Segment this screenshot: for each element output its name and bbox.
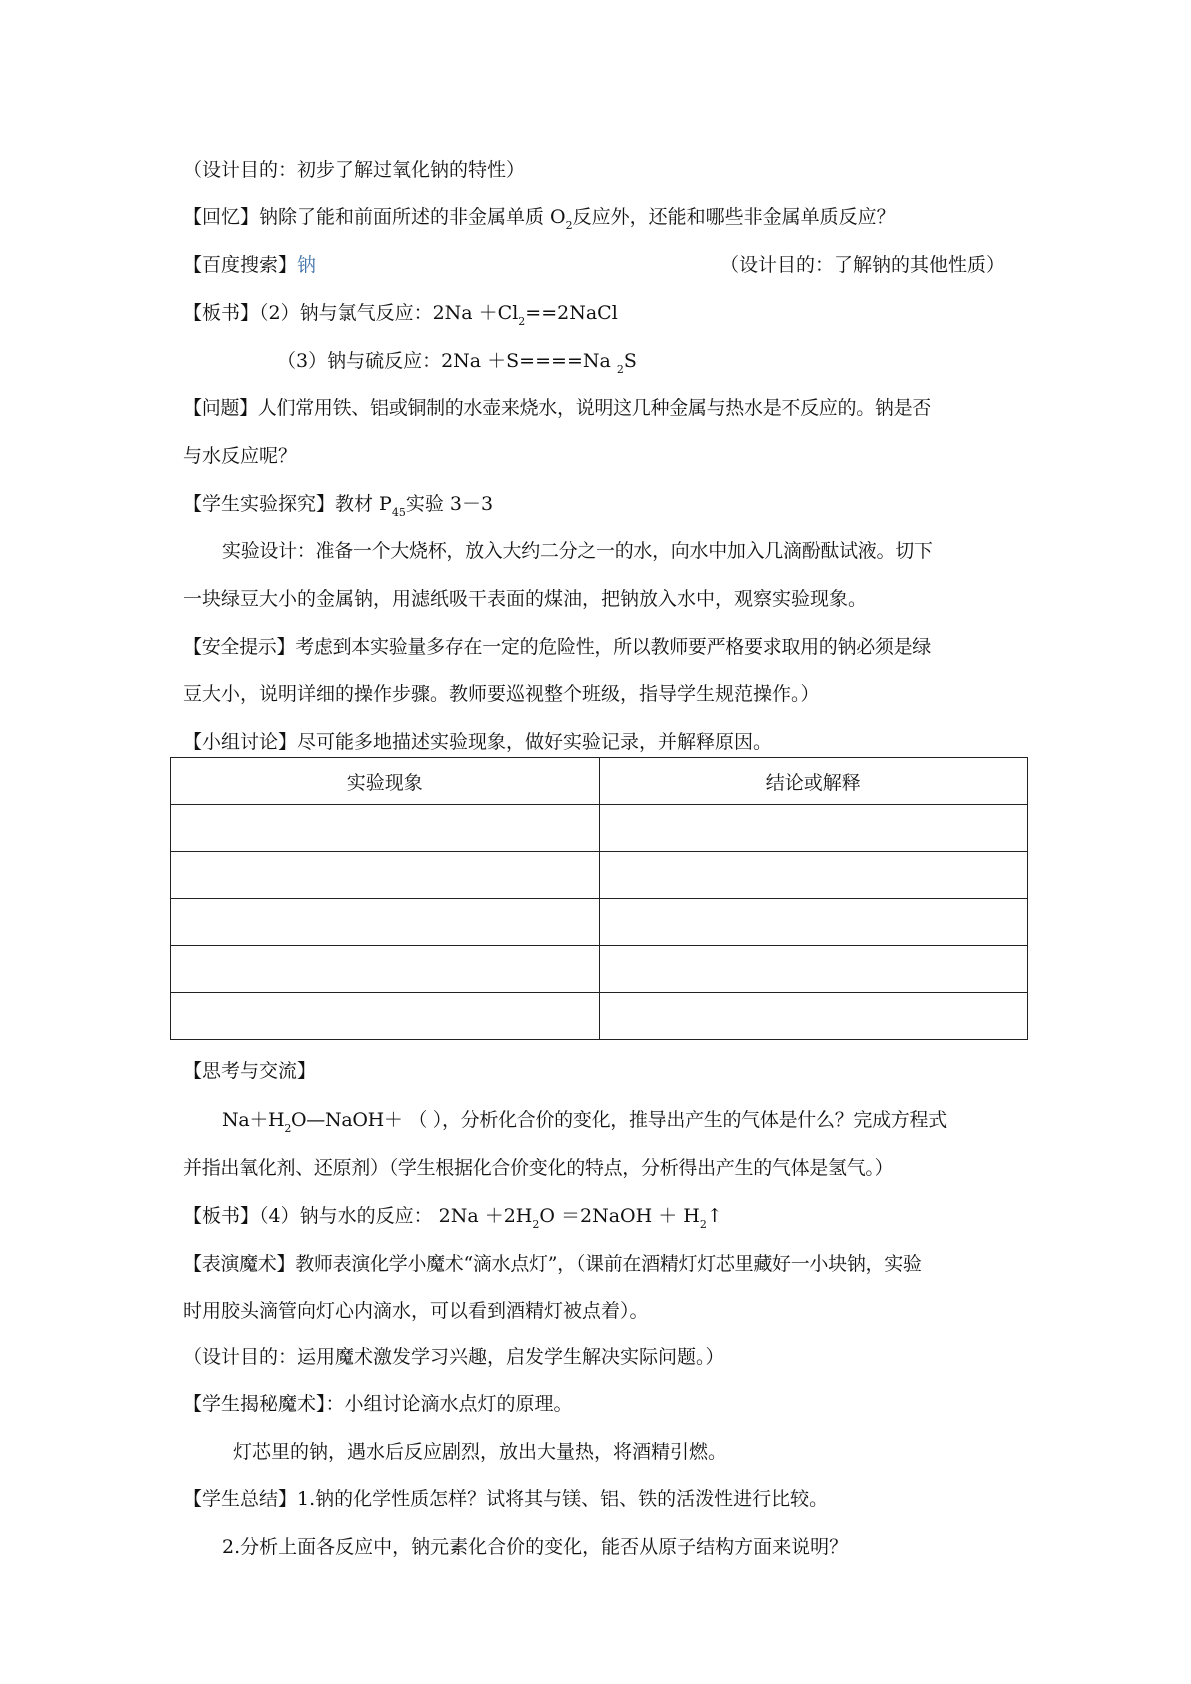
design-purpose-peroxide: （设计目的：初步了解过氧化钠的特性） bbox=[183, 159, 526, 181]
student-summary-1: 【学生总结】1.钠的化学性质怎样？试将其与镁、铝、铁的活泼性进行比较。 bbox=[183, 1488, 829, 1510]
table-cell[interactable] bbox=[171, 852, 600, 899]
magic-show-line-1: 【表演魔术】教师表演化学小魔术“滴水点灯”，（课前在酒精灯灯芯里藏好一小块钠，实验 bbox=[183, 1253, 922, 1275]
board-chlorine-reaction: 【板书】（2）钠与氯气反应：$2Na +Cl_2==2NaCl$ bbox=[183, 302, 618, 328]
board-water-reaction: 【板书】（4）钠与水的反应： $2Na +2H_2O$ ＝2NaOH ＋ $H_2↑$ bbox=[183, 1205, 723, 1231]
table-cell[interactable] bbox=[171, 899, 600, 946]
think-and-exchange: 【思考与交流】 bbox=[183, 1060, 317, 1082]
safety-tip-line-2: 豆大小，说明详细的操作步骤。教师要巡视整个班级，指导学生规范操作。） bbox=[183, 683, 820, 705]
design-purpose-other-properties: （设计目的：了解钠的其他性质） bbox=[720, 254, 1006, 276]
table-row bbox=[171, 805, 1028, 852]
table-cell[interactable] bbox=[171, 946, 600, 993]
student-experiment-heading: 【学生实验探究】教材 $P_{45}$实验 3－3 bbox=[183, 493, 494, 519]
experiment-design-line-1: 实验设计：准备一个大烧杯，放入大约二分之一的水，向水中加入几滴酚酞试液。切下 bbox=[222, 540, 933, 562]
student-summary-2: 2.分析上面各反应中，钠元素化合价的变化，能否从原子结构方面来说明？ bbox=[222, 1536, 849, 1558]
baidu-search-line: 【百度搜索】钠 bbox=[183, 254, 317, 276]
baidu-search-link[interactable]: 钠 bbox=[297, 254, 317, 276]
question-line-1: 【问题】人们常用铁、铝或铜制的水壶来烧水，说明这几种金属与热水是不反应的。钠是否 bbox=[183, 397, 932, 419]
reveal-magic-explanation: 灯芯里的钠，遇水后反应剧烈，放出大量热，将酒精引燃。 bbox=[233, 1441, 728, 1463]
table-cell[interactable] bbox=[599, 805, 1028, 852]
table-header-row bbox=[171, 758, 1028, 805]
group-discussion: 【小组讨论】尽可能多地描述实验现象，做好实验记录，并解释原因。 bbox=[183, 731, 773, 753]
table-cell[interactable] bbox=[599, 899, 1028, 946]
table-cell[interactable] bbox=[171, 993, 600, 1040]
reaction-analysis-line-2: 并指出氧化剂、还原剂）（学生根据化合价变化的特点，分析得出产生的气体是氢气。） bbox=[183, 1157, 894, 1179]
board-sulfur-reaction: （3）钠与硫反应：2Na ＋S====Na $_2$S bbox=[277, 350, 637, 376]
table-cell[interactable] bbox=[599, 852, 1028, 899]
table-cell[interactable] bbox=[599, 993, 1028, 1040]
table-cell[interactable] bbox=[171, 805, 600, 852]
table-row bbox=[171, 946, 1028, 993]
experiment-record-table bbox=[170, 757, 1028, 1040]
magic-show-line-2: 时用胶头滴管向灯心内滴水，可以看到酒精灯被点着）。 bbox=[183, 1300, 649, 1322]
experiment-design-line-2: 一块绿豆大小的金属钠，用滤纸吸干表面的煤油，把钠放入水中，观察实验现象。 bbox=[183, 588, 868, 610]
table-row bbox=[171, 852, 1028, 899]
header-phenomenon: 实验现象 bbox=[171, 758, 600, 805]
header-conclusion: 结论或解释 bbox=[599, 758, 1028, 805]
reveal-magic-heading: 【学生揭秘魔术】：小组讨论滴水点灯的原理。 bbox=[183, 1393, 573, 1415]
recall-paragraph: 【回忆】钠除了能和前面所述的非金属单质 $O_2$反应外，还能和哪些非金属单质反应？ bbox=[183, 206, 896, 232]
design-purpose-magic: （设计目的：运用魔术激发学习兴趣，启发学生解决实际问题。） bbox=[183, 1346, 725, 1368]
table-cell[interactable] bbox=[599, 946, 1028, 993]
safety-tip-line-1: 【安全提示】考虑到本实验量多存在一定的危险性，所以教师要严格要求取用的钠必须是绿 bbox=[183, 636, 932, 658]
reaction-analysis-line-1: $Na+H_2O—NaOH+$ （ ），分析化合价的变化，推导出产生的气体是什么？完成方程式 bbox=[222, 1109, 947, 1135]
table-row bbox=[171, 899, 1028, 946]
question-line-2: 与水反应呢？ bbox=[183, 445, 298, 467]
table-row bbox=[171, 993, 1028, 1040]
